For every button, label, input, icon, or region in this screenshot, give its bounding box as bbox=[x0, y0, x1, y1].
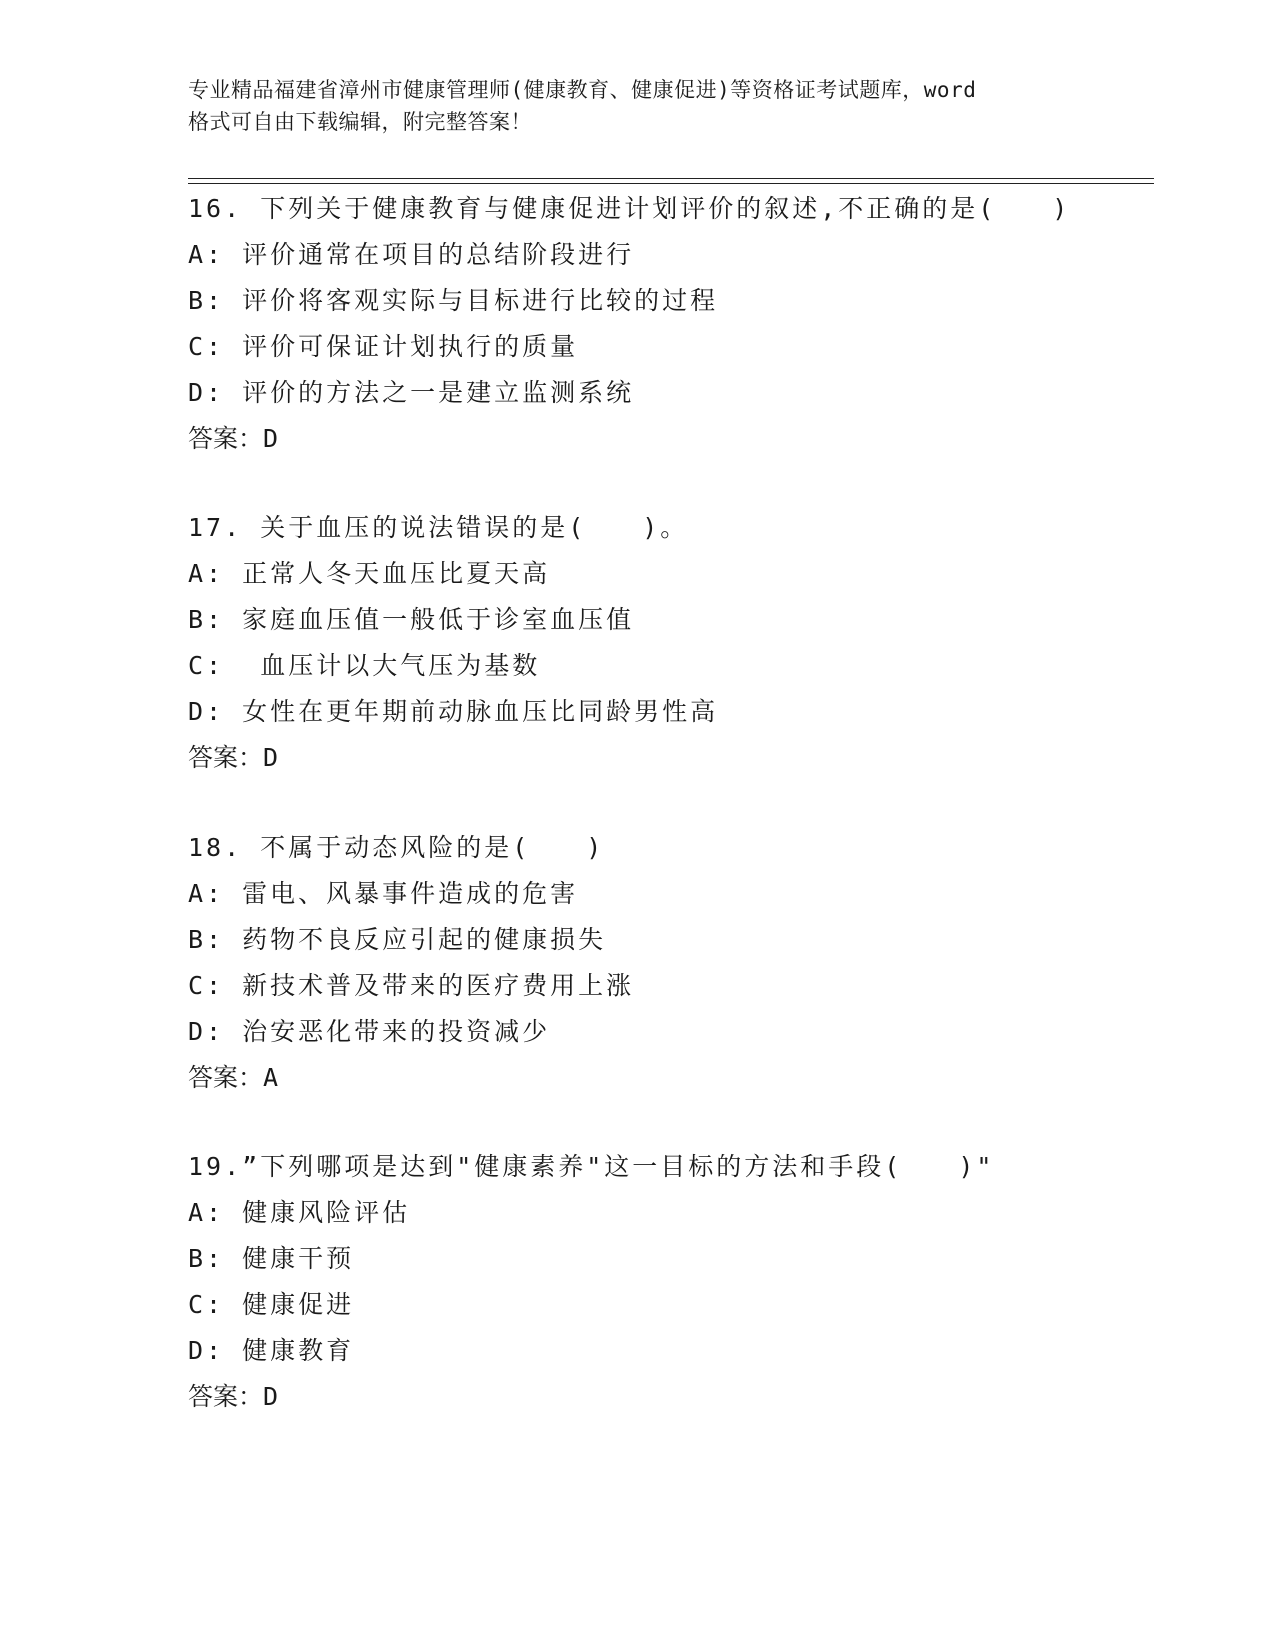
question-stem: 17. 关于血压的说法错误的是( )。 bbox=[188, 513, 689, 542]
option-d: D: 评价的方法之一是建立监测系统 bbox=[188, 378, 635, 407]
option-d: D: 女性在更年期前动脉血压比同龄男性高 bbox=[188, 697, 719, 726]
header-divider-top bbox=[188, 178, 1154, 179]
option-b: B: 药物不良反应引起的健康损失 bbox=[188, 925, 607, 954]
question-stem: 16. 下列关于健康教育与健康促进计划评价的叙述,不正确的是( ) bbox=[188, 194, 1071, 223]
header-line-2: 格式可自由下载编辑，附完整答案！ bbox=[188, 110, 532, 134]
document-header bbox=[188, 74, 1088, 138]
option-b: B: 家庭血压值一般低于诊室血压值 bbox=[188, 605, 635, 634]
question-stem: 18. 不属于动态风险的是( ) bbox=[188, 833, 605, 862]
option-b: B: 评价将客观实际与目标进行比较的过程 bbox=[188, 286, 719, 315]
question-18 bbox=[188, 825, 1148, 1101]
option-a: A: 健康风险评估 bbox=[188, 1198, 411, 1227]
option-a: A: 雷电、风暴事件造成的危害 bbox=[188, 879, 579, 908]
answer-value: D bbox=[263, 1382, 280, 1411]
option-c: C: 评价可保证计划执行的质量 bbox=[188, 332, 579, 361]
answer-line bbox=[188, 1055, 1148, 1101]
answer-line bbox=[188, 1374, 1148, 1420]
option-b: B: 健康干预 bbox=[188, 1244, 355, 1273]
answer-label: 答案： bbox=[188, 1382, 264, 1411]
answer-label: 答案： bbox=[188, 1063, 264, 1092]
option-d: D: 健康教育 bbox=[188, 1336, 355, 1365]
question-16 bbox=[188, 186, 1148, 462]
answer-line bbox=[188, 416, 1148, 462]
header-divider-bottom bbox=[188, 183, 1154, 184]
option-c: C: 健康促进 bbox=[188, 1290, 355, 1319]
question-19 bbox=[188, 1144, 1148, 1420]
header-line-1: 专业精品福建省漳州市健康管理师(健康教育、健康促进)等资格证考试题库，word bbox=[188, 78, 977, 102]
question-stem: 19.”下列哪项是达到"健康素养"这一目标的方法和手段( )" bbox=[188, 1152, 995, 1181]
answer-line bbox=[188, 735, 1148, 781]
option-c: C: 血压计以大气压为基数 bbox=[188, 651, 541, 680]
question-17 bbox=[188, 505, 1148, 781]
answer-value: A bbox=[263, 1063, 280, 1092]
answer-value: D bbox=[263, 743, 280, 772]
option-d: D: 治安恶化带来的投资减少 bbox=[188, 1017, 551, 1046]
answer-value: D bbox=[263, 424, 280, 453]
option-a: A: 评价通常在项目的总结阶段进行 bbox=[188, 240, 635, 269]
answer-label: 答案： bbox=[188, 743, 264, 772]
option-c: C: 新技术普及带来的医疗费用上涨 bbox=[188, 971, 635, 1000]
option-a: A: 正常人冬天血压比夏天高 bbox=[188, 559, 551, 588]
answer-label: 答案： bbox=[188, 424, 264, 453]
